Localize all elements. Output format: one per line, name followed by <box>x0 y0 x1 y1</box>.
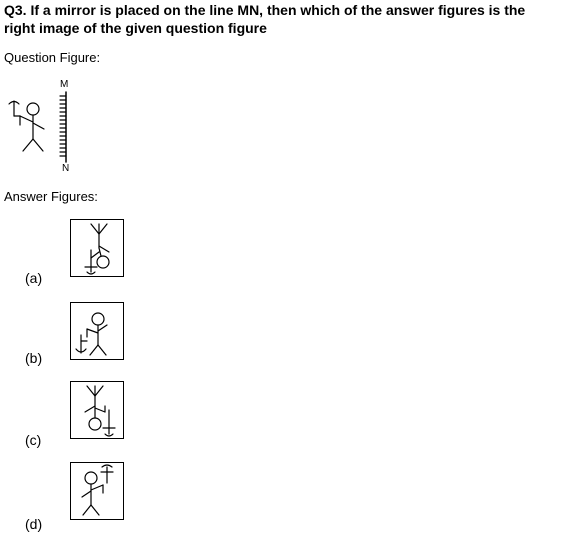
option-d-box[interactable] <box>70 462 124 520</box>
mirror-label-n: N <box>62 163 70 174</box>
option-c-box[interactable] <box>70 381 124 439</box>
question-number: Q3. <box>4 2 27 18</box>
option-b-box[interactable] <box>70 302 124 360</box>
option-c-figure <box>71 382 123 438</box>
option-a-figure <box>71 220 123 276</box>
question-text <box>4 1 560 37</box>
question-body: If a mirror is placed on the line MN, then which of the answer figures is the right image of the given question figure <box>4 2 526 36</box>
option-a-label: (a) <box>25 270 43 286</box>
option-b-figure <box>71 303 123 359</box>
mirror-label-m: M <box>60 79 69 90</box>
option-a-box[interactable] <box>70 219 124 277</box>
option-d-label: (d) <box>25 516 43 532</box>
question-figure-label: Question Figure: <box>4 50 101 65</box>
answer-figures-label: Answer Figures: <box>4 189 98 204</box>
mirror-line <box>58 92 72 162</box>
option-c-label: (c) <box>25 432 42 448</box>
option-b-label: (b) <box>25 350 43 366</box>
question-stick-figure <box>6 96 48 158</box>
option-d-figure <box>71 463 123 519</box>
